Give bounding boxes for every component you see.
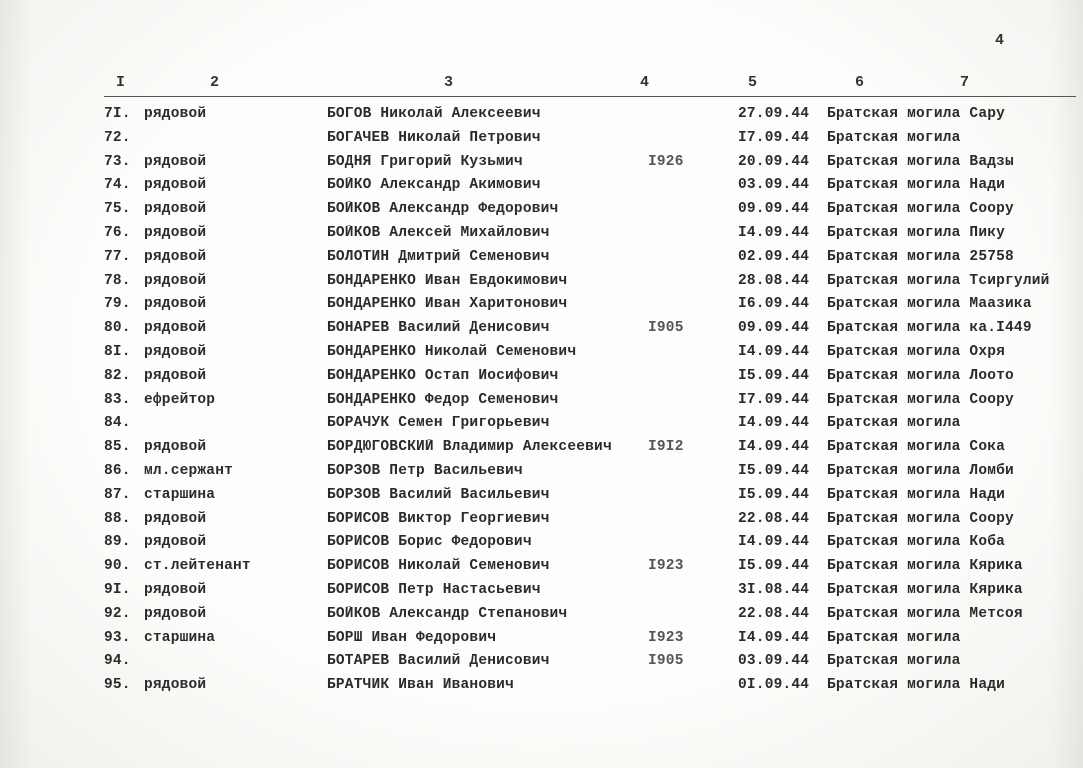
record-name: БОЙКОВ Александр Степанович [327,605,568,622]
record-birth-year: I905 [648,320,684,337]
column-header-3: 3 [444,74,454,91]
record-number: 80. [104,320,131,337]
record-birth-year: I923 [648,558,684,575]
record-burial-place: Братская могила Соору [827,510,1014,527]
record-burial-place: Братская могила Нади [827,486,1006,503]
table-row [0,104,1083,128]
record-burial-place: Братская могила Метсоя [827,605,1023,622]
record-date: I5.09.44 [738,367,810,384]
record-birth-year: I905 [648,653,684,670]
record-number: 94. [104,653,131,670]
table-row [0,556,1083,580]
record-name: БОРИСОВ Виктор Георгиевич [327,510,550,527]
record-number: 74. [104,177,131,194]
table-row [0,675,1083,699]
record-name: БОЙКОВ Алексей Михайлович [327,224,550,241]
record-number: 95. [104,677,131,694]
record-burial-place: Братская могила Кярика [827,581,1023,598]
column-header-row [0,74,1083,94]
record-burial-place: Братская могила Соору [827,391,1014,408]
record-date: I6.09.44 [738,296,810,313]
record-rank: ефрейтор [144,391,216,408]
record-burial-place: Братская могила [827,653,961,670]
record-rank: рядовой [144,177,207,194]
record-burial-place: Братская могила Охря [827,343,1006,360]
record-number: 85. [104,439,131,456]
record-date: 03.09.44 [738,177,810,194]
record-number: 7I. [104,106,131,122]
record-date: I5.09.44 [738,486,810,503]
record-number: 75. [104,201,131,218]
record-name: БОЙКОВ Александр Федорович [327,201,559,218]
table-row [0,318,1083,342]
table-row [0,390,1083,414]
record-date: I7.09.44 [738,391,810,408]
page-number: 4 [995,32,1005,49]
table-row [0,580,1083,604]
column-header-2: 2 [210,74,220,91]
record-name: БОГАЧЕВ Николай Петрович [327,129,541,146]
record-date: 09.09.44 [738,201,810,218]
record-burial-place: Братская могила 25758 [827,248,1014,265]
table-row [0,128,1083,152]
record-name: БОЛОТИН Дмитрий Семенович [327,248,550,265]
record-burial-place: Братская могила Коба [827,534,1006,551]
record-burial-place: Братская могила ка.I449 [827,320,1032,337]
column-header-5: 5 [748,74,758,91]
column-header-7: 7 [960,74,970,91]
record-burial-place: Братская могила Лоото [827,367,1014,384]
table-row [0,366,1083,390]
record-number: 89. [104,534,131,551]
record-burial-place: Братская могила Кярика [827,558,1023,575]
record-rank: рядовой [144,153,207,170]
table-row [0,485,1083,509]
record-number: 93. [104,629,131,646]
record-date: 28.08.44 [738,272,810,289]
record-date: I4.09.44 [738,534,810,551]
record-date: 22.08.44 [738,605,810,622]
table-row [0,604,1083,628]
table-row [0,461,1083,485]
record-date: I4.09.44 [738,224,810,241]
record-date: I4.09.44 [738,415,810,432]
record-date: 02.09.44 [738,248,810,265]
table-row [0,628,1083,652]
record-name: БОНАРЕВ Василий Денисович [327,320,550,337]
record-rank: рядовой [144,367,207,384]
record-date: 20.09.44 [738,153,810,170]
record-rank: рядовой [144,677,207,694]
record-rank: рядовой [144,605,207,622]
record-date: 27.09.44 [738,106,810,122]
record-name: БОНДАРЕНКО Иван Евдокимович [327,272,568,289]
record-date: I4.09.44 [738,439,810,456]
records-list [0,104,1083,699]
record-name: БОЙКО Александр Акимович [327,177,541,194]
table-row [0,509,1083,533]
table-row [0,175,1083,199]
table-row [0,294,1083,318]
record-rank: рядовой [144,201,207,218]
record-burial-place: Братская могила Тсиргулий [827,272,1050,289]
record-birth-year: I926 [648,153,684,170]
column-header-4: 4 [640,74,650,91]
record-burial-place: Братская могила Вадзы [827,153,1014,170]
record-rank: рядовой [144,439,207,456]
record-name: БОГОВ Николай Алексеевич [327,106,541,122]
record-number: 86. [104,462,131,479]
record-rank: рядовой [144,510,207,527]
record-rank: ст.лейтенант [144,558,251,575]
record-name: БОРАЧУК Семен Григорьевич [327,415,550,432]
record-burial-place: Братская могила Сока [827,439,1006,456]
record-number: 78. [104,272,131,289]
record-date: I4.09.44 [738,629,810,646]
record-date: 09.09.44 [738,320,810,337]
table-row [0,223,1083,247]
record-name: БОРШ Иван Федорович [327,629,497,646]
record-date: I5.09.44 [738,462,810,479]
record-rank: старшина [144,486,216,503]
record-rank: рядовой [144,534,207,551]
record-rank: рядовой [144,320,207,337]
column-header-1: I [116,74,126,91]
record-date: I7.09.44 [738,129,810,146]
record-number: 92. [104,605,131,622]
record-number: 87. [104,486,131,503]
record-date: 3I.08.44 [738,581,810,598]
table-row [0,437,1083,461]
record-burial-place: Братская могила [827,415,961,432]
record-rank: рядовой [144,343,207,360]
record-burial-place: Братская могила Сару [827,106,1006,122]
record-burial-place: Братская могила Ломби [827,462,1014,479]
record-number: 8I. [104,343,131,360]
record-date: 22.08.44 [738,510,810,527]
record-burial-place: Братская могила Нади [827,177,1006,194]
record-date: I5.09.44 [738,558,810,575]
record-burial-place: Братская могила [827,129,961,146]
record-name: БОНДАРЕНКО Федор Семенович [327,391,559,408]
record-date: 03.09.44 [738,653,810,670]
record-name: БОНДАРЕНКО Иван Харитонович [327,296,568,313]
record-rank: мл.сержант [144,462,234,479]
table-row [0,532,1083,556]
record-number: 83. [104,391,131,408]
record-number: 77. [104,248,131,265]
record-name: БОДНЯ Григорий Кузьмич [327,153,523,170]
table-row [0,199,1083,223]
column-header-6: 6 [855,74,865,91]
record-number: 90. [104,558,131,575]
record-rank: рядовой [144,224,207,241]
record-name: БРАТЧИК Иван Иванович [327,677,514,694]
header-divider [104,96,1076,97]
record-rank: старшина [144,629,216,646]
record-name: БОРИСОВ Борис Федорович [327,534,532,551]
table-row [0,342,1083,366]
record-name: БОНДАРЕНКО Николай Семенович [327,343,577,360]
record-name: БОНДАРЕНКО Остап Иосифович [327,367,559,384]
record-name: БОРИСОВ Николай Семенович [327,558,550,575]
record-name: БОРЗОВ Василий Васильевич [327,486,550,503]
record-date: 0I.09.44 [738,677,810,694]
record-date: I4.09.44 [738,343,810,360]
table-row [0,271,1083,295]
record-burial-place: Братская могила Соору [827,201,1014,218]
record-number: 84. [104,415,131,432]
table-row [0,247,1083,271]
record-number: 88. [104,510,131,527]
record-birth-year: I9I2 [648,439,684,456]
record-number: 79. [104,296,131,313]
record-name: БОРИСОВ Петр Настасьевич [327,581,541,598]
record-number: 72. [104,129,131,146]
record-number: 76. [104,224,131,241]
record-name: БОРДЮГОВСКИЙ Владимир Алексеевич [327,439,612,456]
record-name: БОРЗОВ Петр Васильевич [327,462,523,479]
table-row [0,413,1083,437]
record-rank: рядовой [144,272,207,289]
record-rank: рядовой [144,106,207,122]
record-birth-year: I923 [648,629,684,646]
record-burial-place: Братская могила Нади [827,677,1006,694]
table-row [0,651,1083,675]
record-rank: рядовой [144,581,207,598]
record-rank: рядовой [144,296,207,313]
table-row [0,152,1083,176]
record-burial-place: Братская могила Маазика [827,296,1032,313]
record-number: 73. [104,153,131,170]
record-burial-place: Братская могила Пику [827,224,1006,241]
record-number: 82. [104,367,131,384]
record-number: 9I. [104,581,131,598]
record-name: БОТАРЕВ Василий Денисович [327,653,550,670]
record-rank: рядовой [144,248,207,265]
record-burial-place: Братская могила [827,629,961,646]
